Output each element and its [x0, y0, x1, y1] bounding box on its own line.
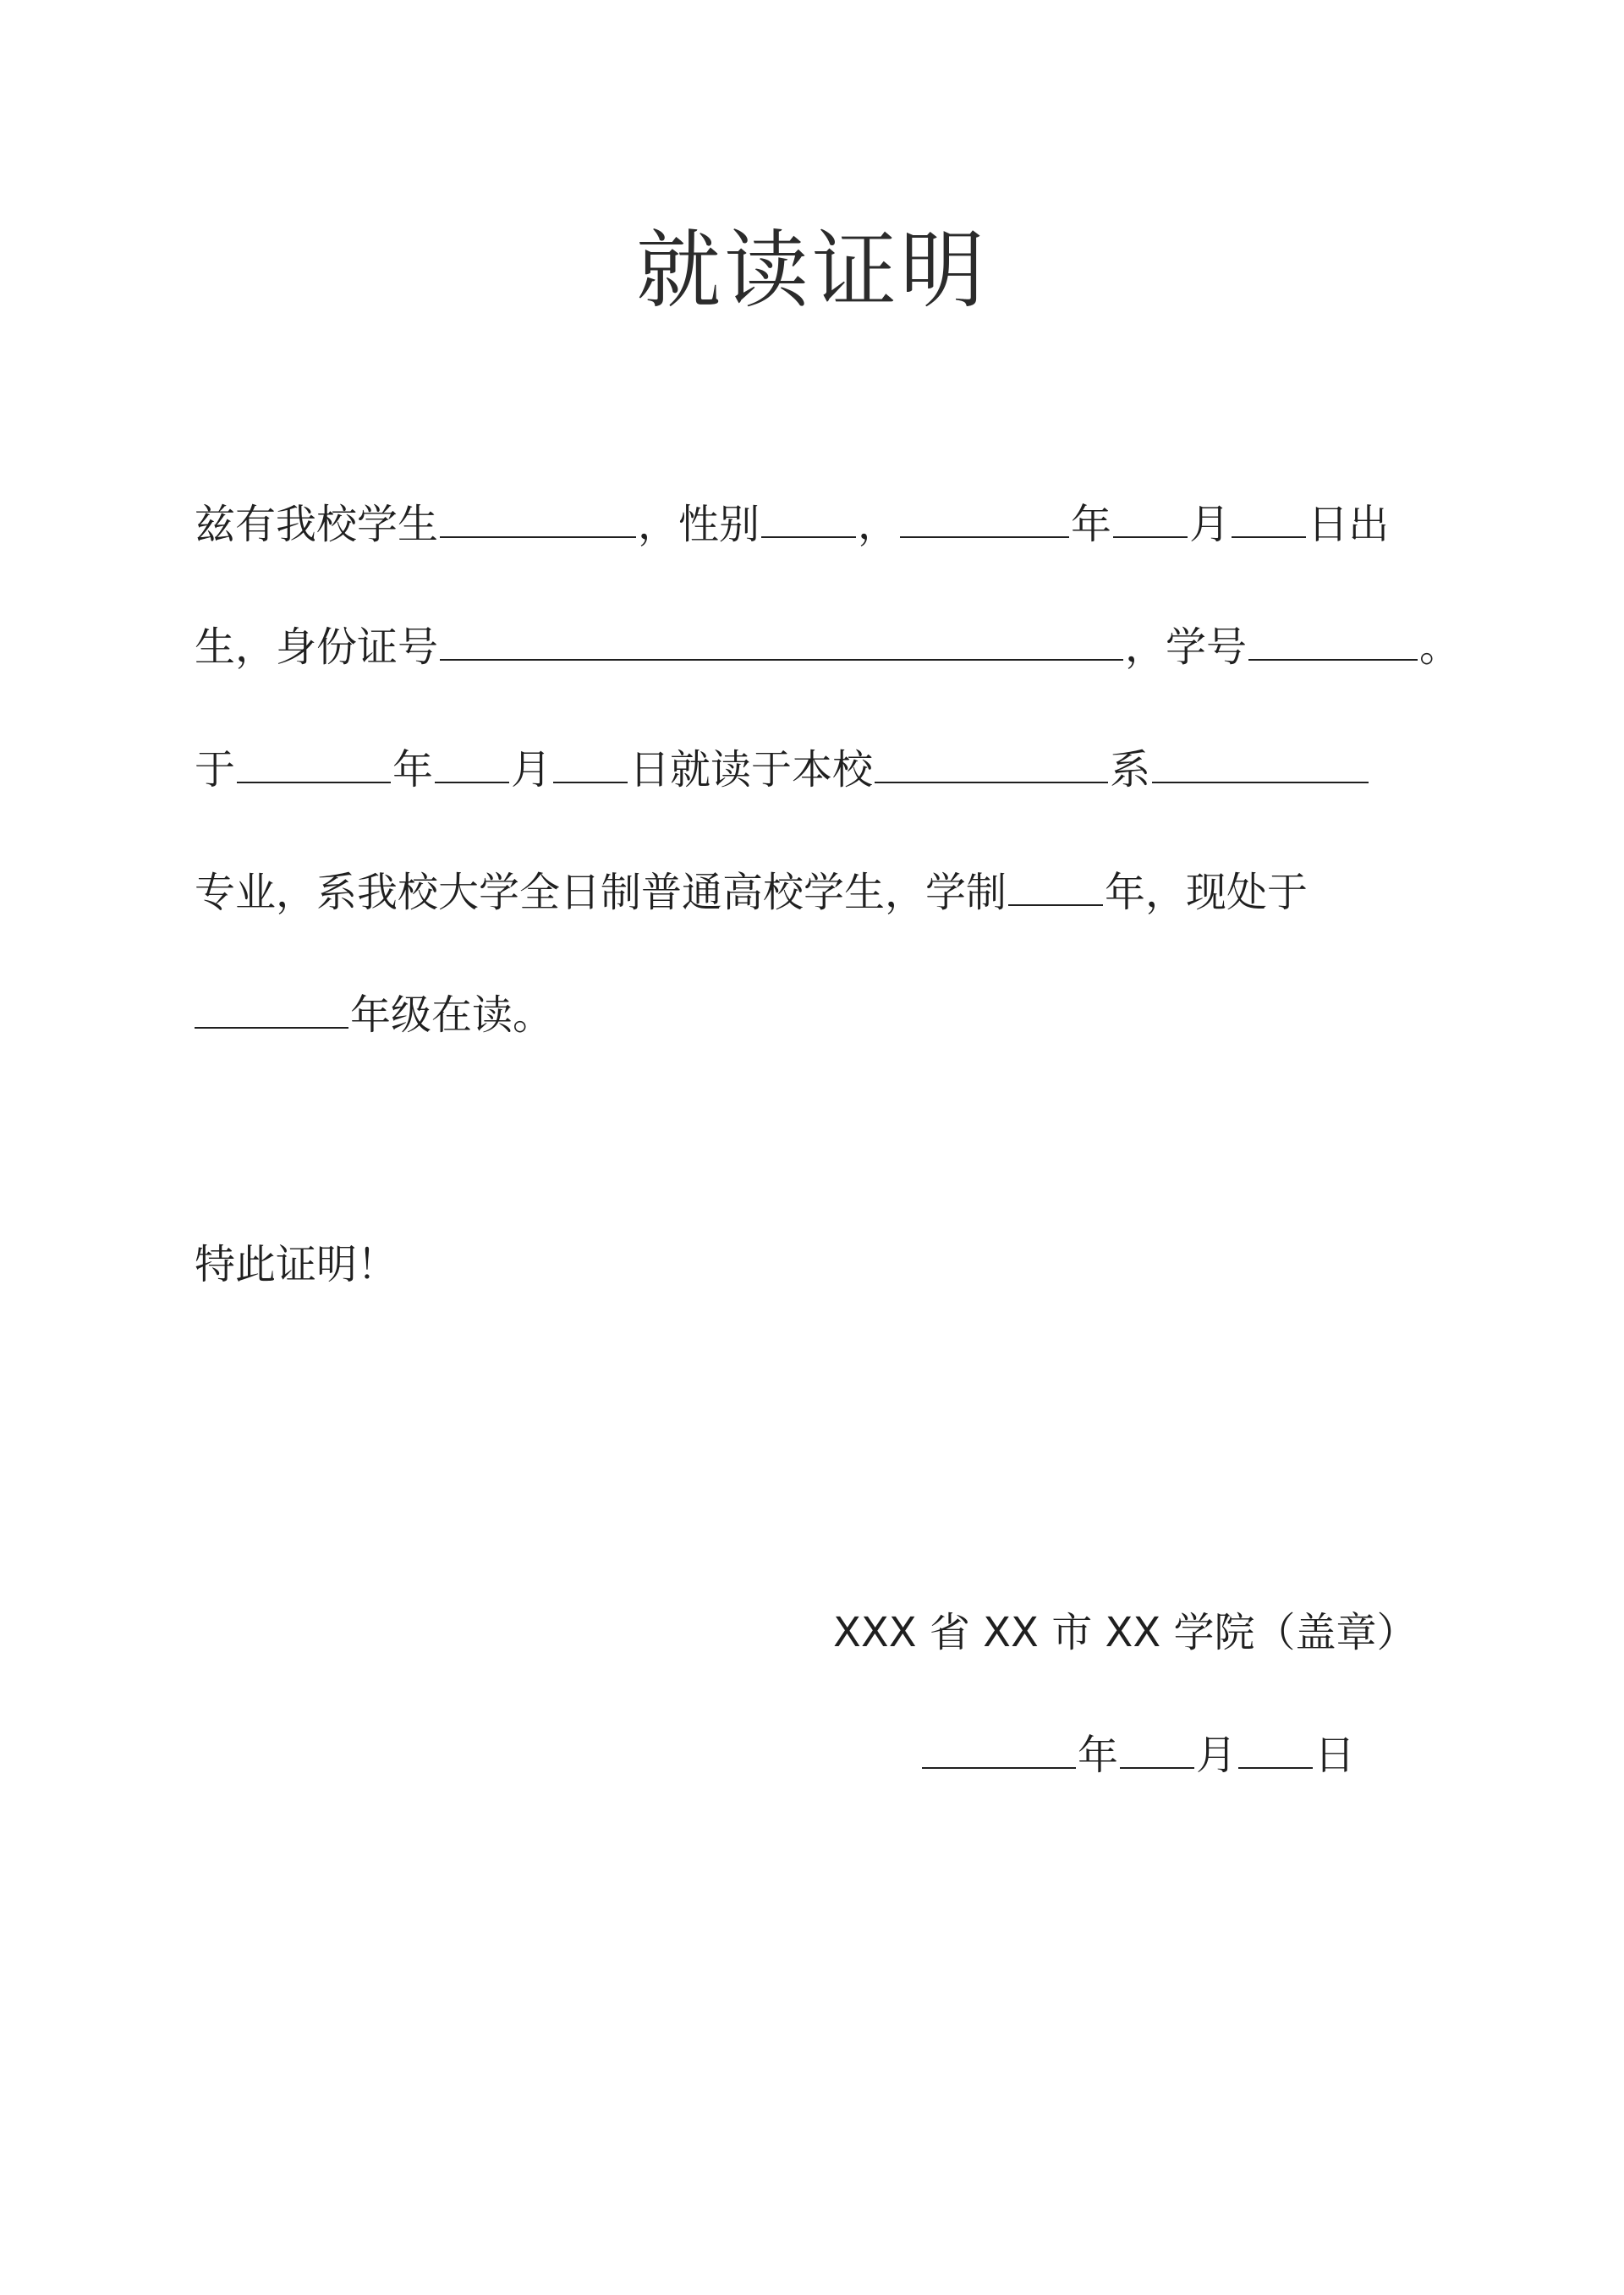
text-major-desc: 专业，系我校大学全日制普通高校学生，学制 [195, 869, 1007, 916]
blank-major[interactable] [1152, 744, 1369, 783]
blank-student-name[interactable] [440, 499, 636, 538]
blank-birth-year[interactable] [900, 499, 1069, 538]
text-enroll-school: 日就读于本校 [629, 746, 874, 793]
text-month-label: 月 [1189, 501, 1231, 548]
text-grade-label: 年级在读。 [350, 991, 554, 1039]
closing-statement: 特此证明！ [195, 1241, 398, 1288]
body-line-5 [195, 986, 553, 1045]
text-day-born-label: 日出 [1308, 501, 1390, 548]
blank-enroll-day[interactable] [553, 744, 628, 783]
text-id-label: 生，身份证号 [195, 623, 439, 671]
text-comma: ， [858, 501, 899, 548]
blank-student-number[interactable] [1248, 622, 1418, 661]
body-line-3 [195, 740, 1370, 799]
blank-study-years[interactable] [1008, 867, 1103, 906]
text-current-label: 年，现处于 [1105, 869, 1309, 916]
text-year-label: 年 [1078, 1732, 1119, 1779]
text-month-label: 月 [1196, 1732, 1237, 1779]
blank-birth-day[interactable] [1232, 499, 1306, 538]
page-title: 就读证明 [636, 221, 988, 320]
blank-sign-day[interactable] [1238, 1730, 1313, 1769]
text-year-label: 年 [1071, 501, 1112, 548]
text-year-label: 年 [392, 746, 434, 793]
body-line-4 [195, 863, 1308, 922]
text-month-label: 月 [511, 746, 552, 793]
text-gender-label: ，性别 [638, 501, 760, 548]
signature-date [922, 1726, 1355, 1785]
blank-gender[interactable] [761, 499, 856, 538]
text-period: 。 [1419, 623, 1461, 671]
issuer-signature: XXX 省 XX 市 XX 学院（盖章） [833, 1609, 1418, 1656]
blank-id-number[interactable] [440, 622, 1123, 661]
text-enroll-prefix: 于 [195, 746, 236, 793]
blank-enroll-year[interactable] [237, 744, 391, 783]
blank-birth-month[interactable] [1113, 499, 1188, 538]
text-student-no-label: ，学号 [1125, 623, 1248, 671]
text-day-label: 日 [1314, 1732, 1356, 1779]
body-line-2 [195, 618, 1460, 677]
blank-grade[interactable] [195, 990, 348, 1029]
text-student-intro: 兹有我校学生 [195, 501, 439, 548]
blank-sign-month[interactable] [1120, 1730, 1194, 1769]
blank-department[interactable] [875, 744, 1108, 783]
blank-enroll-month[interactable] [435, 744, 509, 783]
text-department-label: 系 [1110, 746, 1151, 793]
body-line-1 [195, 495, 1389, 554]
blank-sign-year[interactable] [922, 1730, 1076, 1769]
